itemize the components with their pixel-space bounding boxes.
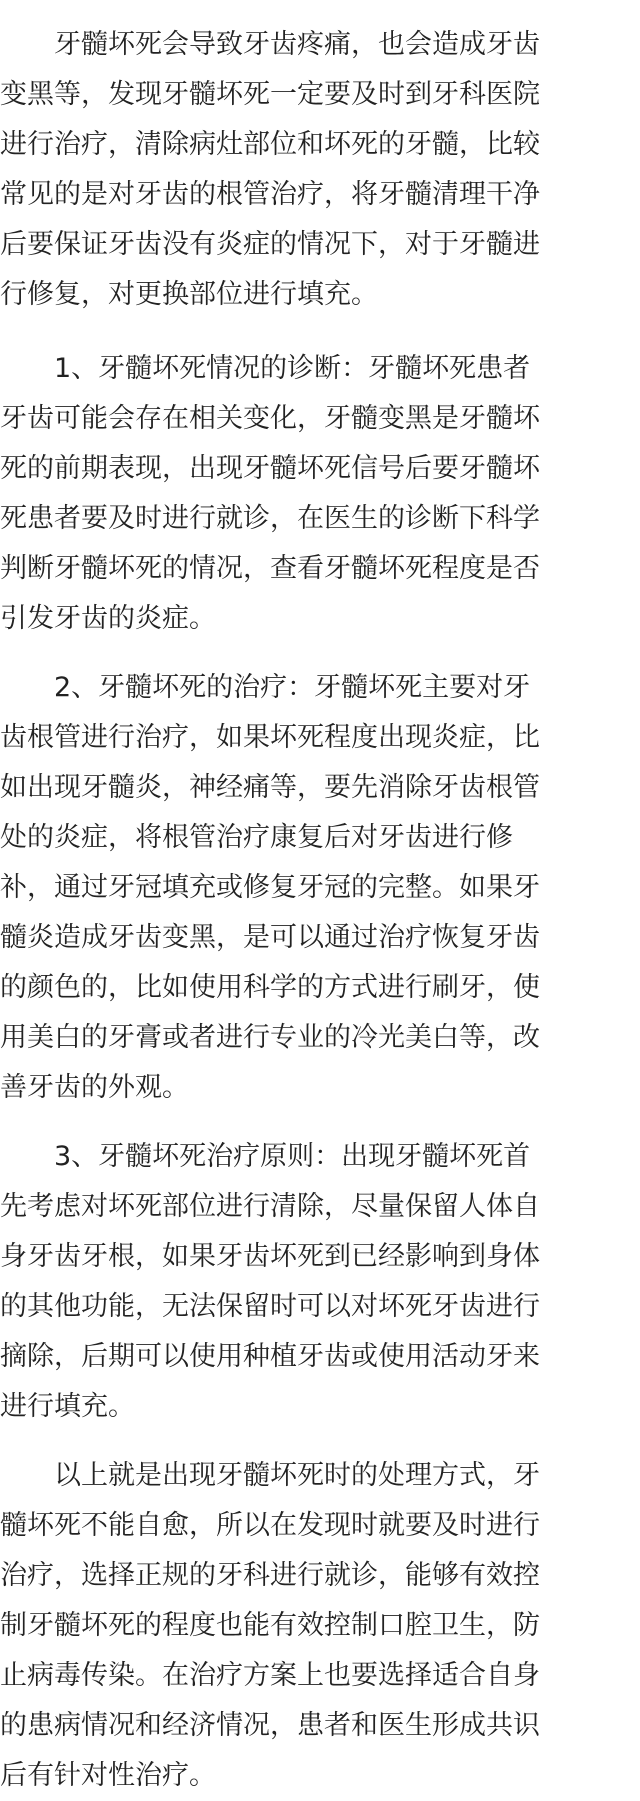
article-paragraph-diagnosis: 1、牙髓坏死情况的诊断：牙髓坏死患者牙齿可能会存在相关变化，牙髓变黑是牙髓坏死的前期表现，出现牙髓坏死信号后要牙髓坏死患者要及时进行就诊，在医生的诊断下科学判断牙髓坏死的情况，查看牙髓坏死程度是否引发牙齿的炎症。 xyxy=(0,353,540,634)
article-paragraph-treatment: 2、牙髓坏死的治疗：牙髓坏死主要对牙齿根管进行治疗，如果坏死程度出现炎症，比如出现牙髓炎，神经痛等，要先消除牙齿根管处的炎症，将根管治疗康复后对牙齿进行修补，通过牙冠填充或修复牙冠的完整。如果牙髓炎造成牙齿变黑，是可以通过治疗恢复牙齿的颜色的，比如使用科学的方式进行刷牙，使用美白的牙膏或者进行专业的冷光美白等，改善牙齿的外观。 xyxy=(0,672,540,1103)
article-paragraph-principles: 3、牙髓坏死治疗原则：出现牙髓坏死首先考虑对坏死部位进行清除，尽量保留人体自身牙齿牙根，如果牙齿坏死到已经影响到身体的其他功能，无法保留时可以对坏死牙齿进行摘除，后期可以使用种植牙齿或使用活动牙来进行填充。 xyxy=(0,1141,540,1422)
article-paragraph-intro: 牙髓坏死会导致牙齿疼痛，也会造成牙齿变黑等，发现牙髓坏死一定要及时到牙科医院进行治疗，清除病灶部位和坏死的牙髓，比较常见的是对牙齿的根管治疗，将牙髓清理干净后要保证牙齿没有炎症的情况下，对于牙髓进行修复，对更换部位进行填充。 xyxy=(0,29,540,310)
article-paragraph-conclusion: 以上就是出现牙髓坏死时的处理方式，牙髓坏死不能自愈，所以在发现时就要及时进行治疗，选择正规的牙科进行就诊，能够有效控制牙髓坏死的程度也能有效控制口腔卫生，防止病毒传染。在治疗方案上也要选择适合自身的患病情况和经济情况，患者和医生形成共识后有针对性治疗。 xyxy=(0,1460,540,1791)
